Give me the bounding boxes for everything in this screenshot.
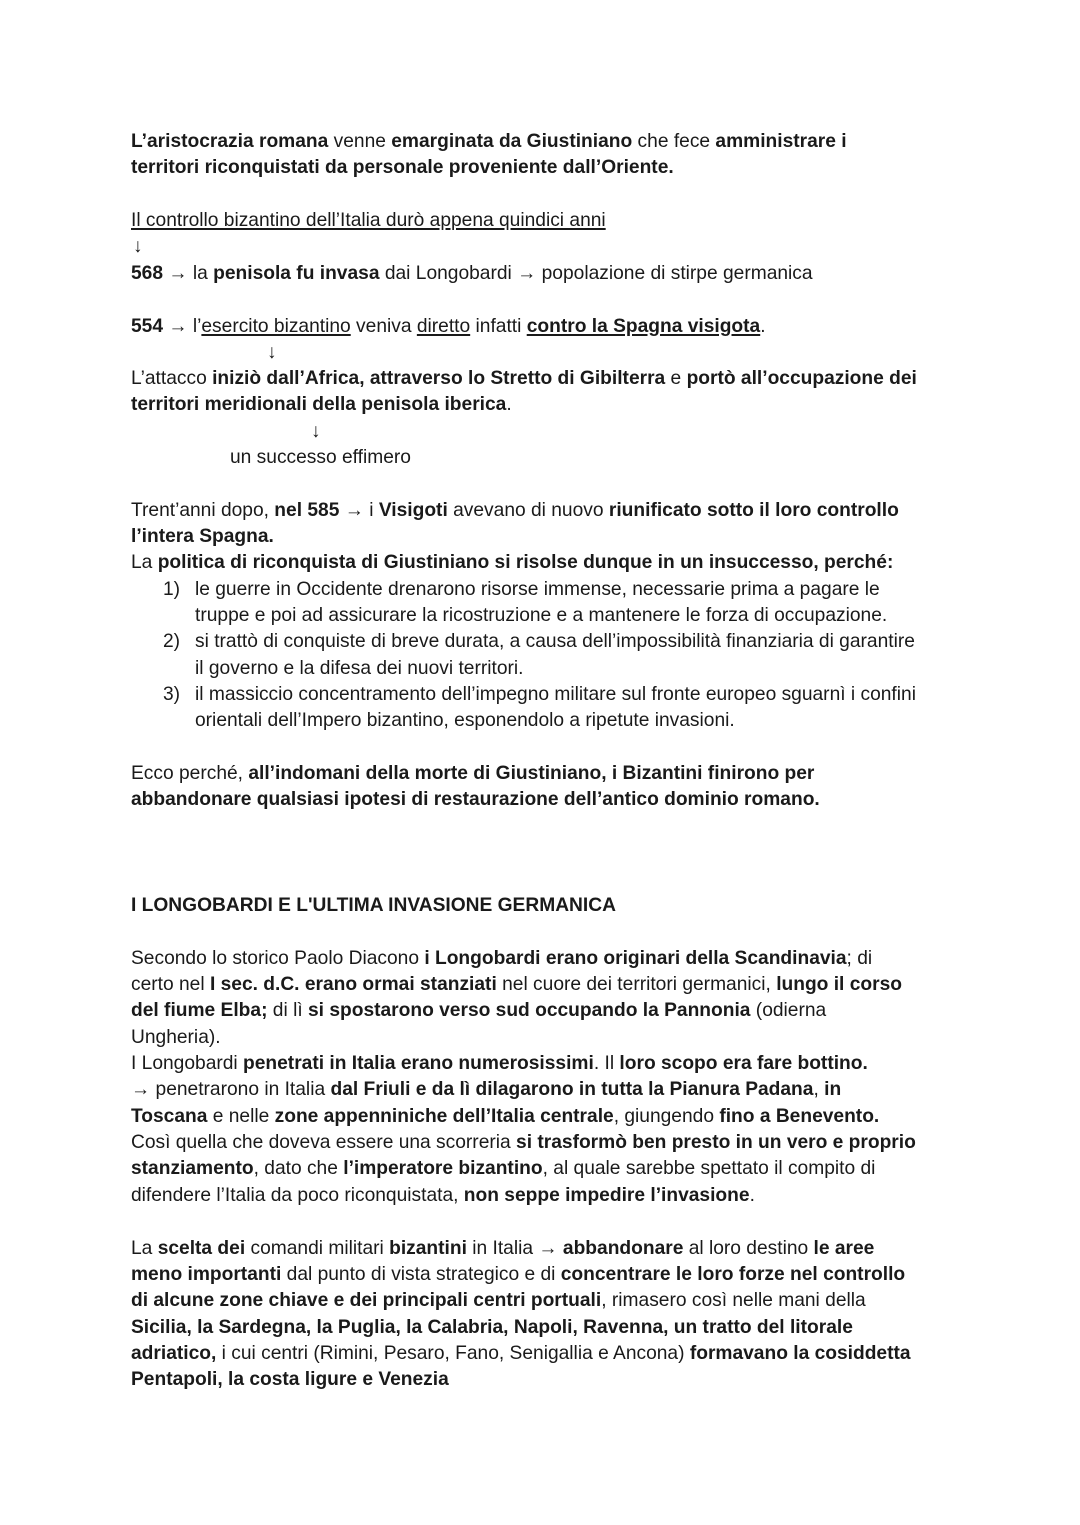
text-run: . xyxy=(749,1185,755,1206)
text-line xyxy=(131,1183,755,1209)
text-run: di alcune zone chiave e dei principali centri portuali xyxy=(131,1290,602,1311)
text-line xyxy=(195,708,735,734)
text-run: un successo effimero xyxy=(230,447,411,468)
text-run: lungo il corso xyxy=(776,974,902,995)
text-run: nel 585 xyxy=(274,500,340,521)
text-run: Ungheria). xyxy=(131,1027,221,1048)
text-line xyxy=(131,1288,866,1314)
text-line xyxy=(131,208,606,234)
text-run: . xyxy=(506,394,512,415)
text-line xyxy=(131,1025,221,1051)
list-item xyxy=(163,682,916,708)
text-run: le guerre in Occidente drenarono risorse immense, necessarie prima a pagare le xyxy=(195,579,880,600)
text-run: → penetrarono in Italia xyxy=(131,1079,331,1100)
text-run: infatti xyxy=(470,316,527,337)
text-line xyxy=(131,761,814,787)
text-run: si trasformò ben presto in un vero e proprio xyxy=(516,1132,916,1153)
text-run: e xyxy=(665,368,687,389)
text-run: contro la Spagna visigota xyxy=(526,316,761,337)
text-run: scelta dei xyxy=(157,1238,246,1259)
text-run: del fiume Elba; xyxy=(131,1000,268,1021)
text-run: penisola fu invasa xyxy=(213,263,380,284)
text-run: fino a Benevento. xyxy=(719,1106,880,1127)
text-run: formavano la cosiddetta xyxy=(689,1343,911,1364)
text-line xyxy=(131,787,820,813)
text-line xyxy=(131,1236,874,1262)
text-run: Secondo lo storico Paolo Diacono xyxy=(131,948,425,969)
text-run: riunificato sotto il loro controllo xyxy=(608,500,899,521)
text-run: i cui centri (Rimini, Pesaro, Fano, Senigallia e Ancona) xyxy=(216,1343,690,1364)
text-run: di lì xyxy=(267,1000,308,1021)
text-run: → la xyxy=(163,263,214,284)
section-heading xyxy=(131,893,616,919)
text-line xyxy=(131,1077,841,1103)
text-run: L’attacco xyxy=(131,368,213,389)
text-run: territori meridionali della penisola iberica xyxy=(131,394,507,415)
text-run: Trent’anni dopo, xyxy=(131,500,275,521)
text-run: loro scopo era fare bottino. xyxy=(619,1053,868,1074)
text-line xyxy=(131,1156,875,1182)
text-line xyxy=(131,1341,911,1367)
text-run: Il controllo bizantino dell’Italia durò appena quindici anni xyxy=(131,210,606,231)
text-run: non seppe impedire l’invasione xyxy=(463,1185,750,1206)
text-line xyxy=(131,998,826,1024)
text-line xyxy=(133,234,143,260)
text-run: Così quella che doveva essere una scorreria xyxy=(131,1132,517,1153)
text-line xyxy=(131,366,917,392)
text-run: portò all’occupazione dei xyxy=(686,368,917,389)
arrow-down-icon: ↓ xyxy=(311,421,321,442)
text-run: dai Longobardi → popolazione di stirpe germanica xyxy=(379,263,813,284)
text-run: si trattò di conquiste di breve durata, a causa dell’impossibilità finanziaria di garantire xyxy=(195,631,915,652)
text-run: in Italia → xyxy=(466,1238,563,1259)
text-run: La xyxy=(131,1238,158,1259)
text-run: ; di xyxy=(846,948,873,969)
text-run: 554 xyxy=(131,316,164,337)
text-run: nel cuore dei territori germanici, xyxy=(496,974,777,995)
text-run: → i xyxy=(339,500,379,521)
text-run: abbandonare xyxy=(562,1238,684,1259)
list-number: 3) xyxy=(163,684,181,705)
text-run: I LONGOBARDI E L'ULTIMA INVASIONE GERMANICA xyxy=(131,895,616,916)
text-run: comandi militari xyxy=(245,1238,390,1259)
text-run: orientali dell’Impero bizantino, esponendolo a ripetute invasioni. xyxy=(195,710,735,731)
text-run: zone appenniniche dell’Italia centrale xyxy=(274,1106,614,1127)
text-run: politica di riconquista di Giustiniano si risolse dunque in un insuccesso, perché: xyxy=(157,552,894,573)
text-run: certo nel xyxy=(131,974,210,995)
text-run: Toscana xyxy=(131,1106,208,1127)
text-line xyxy=(131,972,902,998)
text-run: al loro destino xyxy=(683,1238,814,1259)
text-line xyxy=(131,392,512,418)
text-line xyxy=(131,550,893,576)
text-run: l’intera Spagna. xyxy=(131,526,274,547)
text-run: concentrare le loro forze nel controllo xyxy=(560,1264,906,1285)
text-run: truppe e poi ad assicurare la ricostruzione e a mantenere le forza di occupazione. xyxy=(195,605,888,626)
text-line xyxy=(131,1130,916,1156)
text-run: , rimasero così nelle mani della xyxy=(601,1290,866,1311)
text-line xyxy=(311,419,321,445)
text-line xyxy=(131,155,674,181)
text-run: dal punto di vista strategico e di xyxy=(281,1264,561,1285)
text-run: dal Friuli e da lì dilagarono in tutta la Pianura Padana xyxy=(330,1079,814,1100)
arrow-down-icon: ↓ xyxy=(133,236,143,257)
list-number: 1) xyxy=(163,579,181,600)
text-line xyxy=(131,498,899,524)
text-line xyxy=(195,603,887,629)
text-line xyxy=(131,1051,868,1077)
text-run: esercito bizantino xyxy=(201,316,351,337)
text-run: stanziamento xyxy=(131,1158,254,1179)
text-line xyxy=(131,946,872,972)
text-run: Ecco perché, xyxy=(131,763,249,784)
text-run: in xyxy=(824,1079,842,1100)
text-run: Pentapoli, la costa ligure e Venezia xyxy=(131,1369,449,1390)
text-run: , giungendo xyxy=(613,1106,720,1127)
arrow-down-icon: ↓ xyxy=(267,342,277,363)
text-run: Sicilia, la Sardegna, la Puglia, la Calabria, Napoli, Ravenna, un tratto del litorale xyxy=(131,1317,853,1338)
text-run: abbandonare qualsiasi ipotesi di restaurazione dell’antico dominio romano. xyxy=(131,789,820,810)
text-run: l’imperatore bizantino xyxy=(343,1158,543,1179)
text-run: il governo e la difesa dei nuovi territori. xyxy=(195,658,524,679)
text-line xyxy=(131,1367,449,1393)
text-run: venne xyxy=(328,131,392,152)
text-run: I Longobardi xyxy=(131,1053,244,1074)
text-run: veniva xyxy=(350,316,417,337)
text-run: , al quale sarebbe spettato il compito di xyxy=(542,1158,876,1179)
text-line xyxy=(267,340,277,366)
text-run: i Longobardi erano originari della Scandinavia xyxy=(424,948,847,969)
text-line xyxy=(230,445,411,471)
text-run: → l’ xyxy=(163,316,202,337)
text-line xyxy=(131,129,847,155)
text-run: iniziò dall’Africa, attraverso lo Stretto di Gibilterra xyxy=(212,368,666,389)
text-run: all’indomani della morte di Giustiniano, i Bizantini finirono per xyxy=(248,763,815,784)
text-run: meno importanti xyxy=(131,1264,282,1285)
text-run: . xyxy=(760,316,766,337)
text-line xyxy=(131,261,813,287)
list-item xyxy=(163,577,880,603)
text-run: avevano di nuovo xyxy=(447,500,609,521)
list-item xyxy=(163,629,915,655)
text-line xyxy=(131,1104,879,1130)
list-number: 2) xyxy=(163,631,181,652)
text-run: le aree xyxy=(813,1238,875,1259)
text-line xyxy=(131,524,274,550)
text-run: diretto xyxy=(416,316,471,337)
text-run: , xyxy=(813,1079,825,1100)
text-run: amministrare i xyxy=(715,131,847,152)
text-run: territori riconquistati da personale proveniente dall’Oriente. xyxy=(131,157,674,178)
text-line xyxy=(131,314,766,340)
text-run: La xyxy=(131,552,158,573)
text-run: penetrati in Italia erano numerosissimi xyxy=(243,1053,594,1074)
text-run: adriatico, xyxy=(131,1343,217,1364)
text-run: Visigoti xyxy=(378,500,448,521)
text-run: , dato che xyxy=(253,1158,344,1179)
text-run: . Il xyxy=(593,1053,620,1074)
text-run: 568 xyxy=(131,263,164,284)
text-run: e nelle xyxy=(207,1106,275,1127)
text-run: I sec. d.C. erano ormai stanziati xyxy=(209,974,497,995)
text-line xyxy=(131,1262,905,1288)
text-line xyxy=(195,656,524,682)
text-line xyxy=(131,1315,853,1341)
text-run: emarginata da Giustiniano xyxy=(391,131,633,152)
text-run: il massiccio concentramento dell’impegno militare sul fronte europeo sguarnì i confini xyxy=(195,684,916,705)
text-run: si spostarono verso sud occupando la Pannonia xyxy=(308,1000,751,1021)
text-run: bizantini xyxy=(389,1238,467,1259)
text-run: (odierna xyxy=(750,1000,827,1021)
text-run: difendere l’Italia da poco riconquistata, xyxy=(131,1185,464,1206)
text-run: che fece xyxy=(632,131,716,152)
text-run: L’aristocrazia romana xyxy=(131,131,329,152)
